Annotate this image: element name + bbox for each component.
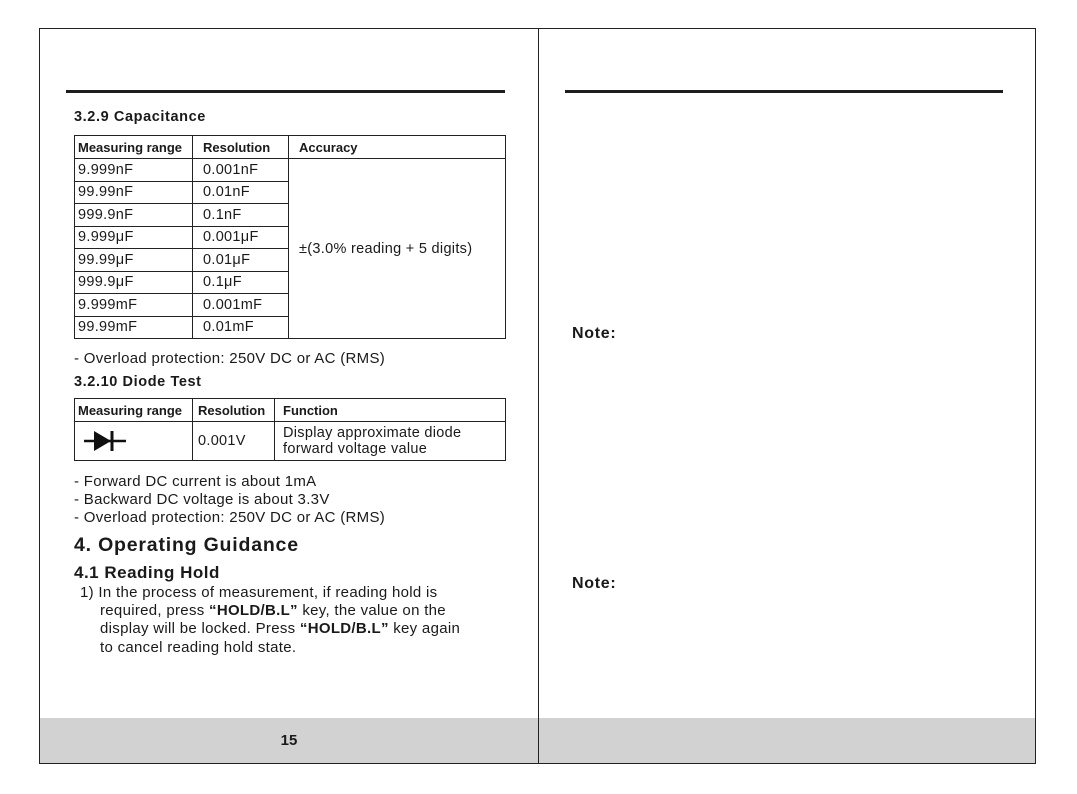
table-header-row <box>75 399 506 422</box>
range-cell: 9.999μF <box>75 226 193 249</box>
diode-title: 3.2.10 Diode Test <box>74 374 202 390</box>
resolution-cell: 0.001V <box>193 422 275 461</box>
hold-key-label: “HOLD/B.L” <box>299 620 389 638</box>
subsection-title: 4.1 Reading Hold <box>74 563 220 582</box>
list-item: - Forward DC current is about 1mA <box>74 473 317 490</box>
range-cell: 999.9μF <box>75 271 193 294</box>
table-row <box>75 159 506 182</box>
resolution-cell: 0.001μF <box>193 226 289 249</box>
right-page <box>539 29 1035 763</box>
function-cell <box>275 422 506 461</box>
page-footer <box>40 718 538 763</box>
resolution-cell: 0.1nF <box>193 204 289 227</box>
note-label: Note: <box>572 575 617 592</box>
resolution-cell: 0.001nF <box>193 159 289 182</box>
left-page <box>40 29 539 763</box>
header-resolution: Resolution <box>193 136 289 159</box>
page-spread <box>39 28 1036 764</box>
para-text: 1) In the process of measurement, if reading hold is <box>80 584 438 601</box>
list-item: - Backward DC voltage is about 3.3V <box>74 491 330 508</box>
para-text: key again <box>388 620 461 638</box>
para-line <box>80 602 520 620</box>
function-line: forward voltage value <box>283 441 428 457</box>
diode-table <box>74 398 506 461</box>
header-rule <box>66 90 505 93</box>
para-text: key, the value on the <box>297 602 446 620</box>
table-row <box>75 422 506 461</box>
range-cell: 9.999mF <box>75 294 193 317</box>
note-label: Note: <box>572 325 617 342</box>
page-number: 15 <box>280 732 298 749</box>
function-line: Display approximate diode <box>283 425 462 441</box>
resolution-cell: 0.001mF <box>193 294 289 317</box>
diode-symbol-icon <box>82 428 128 454</box>
accuracy-cell: ±(3.0% reading + 5 digits) <box>289 159 506 339</box>
page-footer <box>539 718 1035 763</box>
table-header-row <box>75 136 506 159</box>
diode-symbol-cell <box>75 422 193 461</box>
header-rule <box>565 90 1003 93</box>
header-measuring-range: Measuring range <box>75 136 193 159</box>
capacitance-title: 3.2.9 Capacitance <box>74 109 206 125</box>
para-text: required, press <box>100 602 210 620</box>
header-resolution: Resolution <box>193 399 275 422</box>
list-item: - Overload protection: 250V DC or AC (RMS) <box>74 509 386 526</box>
range-cell: 999.9nF <box>75 204 193 227</box>
para-text: display will be locked. Press <box>100 620 300 638</box>
overload-text: - Overload protection: 250V DC or AC (RMS) <box>74 350 386 367</box>
range-cell: 99.99mF <box>75 316 193 339</box>
hold-key-label: “HOLD/B.L” <box>209 602 298 620</box>
resolution-cell: 0.01mF <box>193 316 289 339</box>
header-accuracy: Accuracy <box>289 136 506 159</box>
para-line: to cancel reading hold state. <box>100 638 297 656</box>
header-measuring-range: Measuring range <box>75 399 193 422</box>
range-cell: 99.99nF <box>75 181 193 204</box>
section-title: 4. Operating Guidance <box>74 534 299 556</box>
reading-hold-paragraph <box>80 584 520 657</box>
resolution-cell: 0.01μF <box>193 249 289 272</box>
capacitance-table <box>74 135 506 339</box>
resolution-cell: 0.01nF <box>193 181 289 204</box>
header-function: Function <box>275 399 506 422</box>
range-cell: 99.99μF <box>75 249 193 272</box>
capacitance-overload-note <box>74 350 385 368</box>
para-line <box>80 620 520 638</box>
resolution-cell: 0.1μF <box>193 271 289 294</box>
diode-notes <box>74 473 385 527</box>
range-cell: 9.999nF <box>75 159 193 182</box>
